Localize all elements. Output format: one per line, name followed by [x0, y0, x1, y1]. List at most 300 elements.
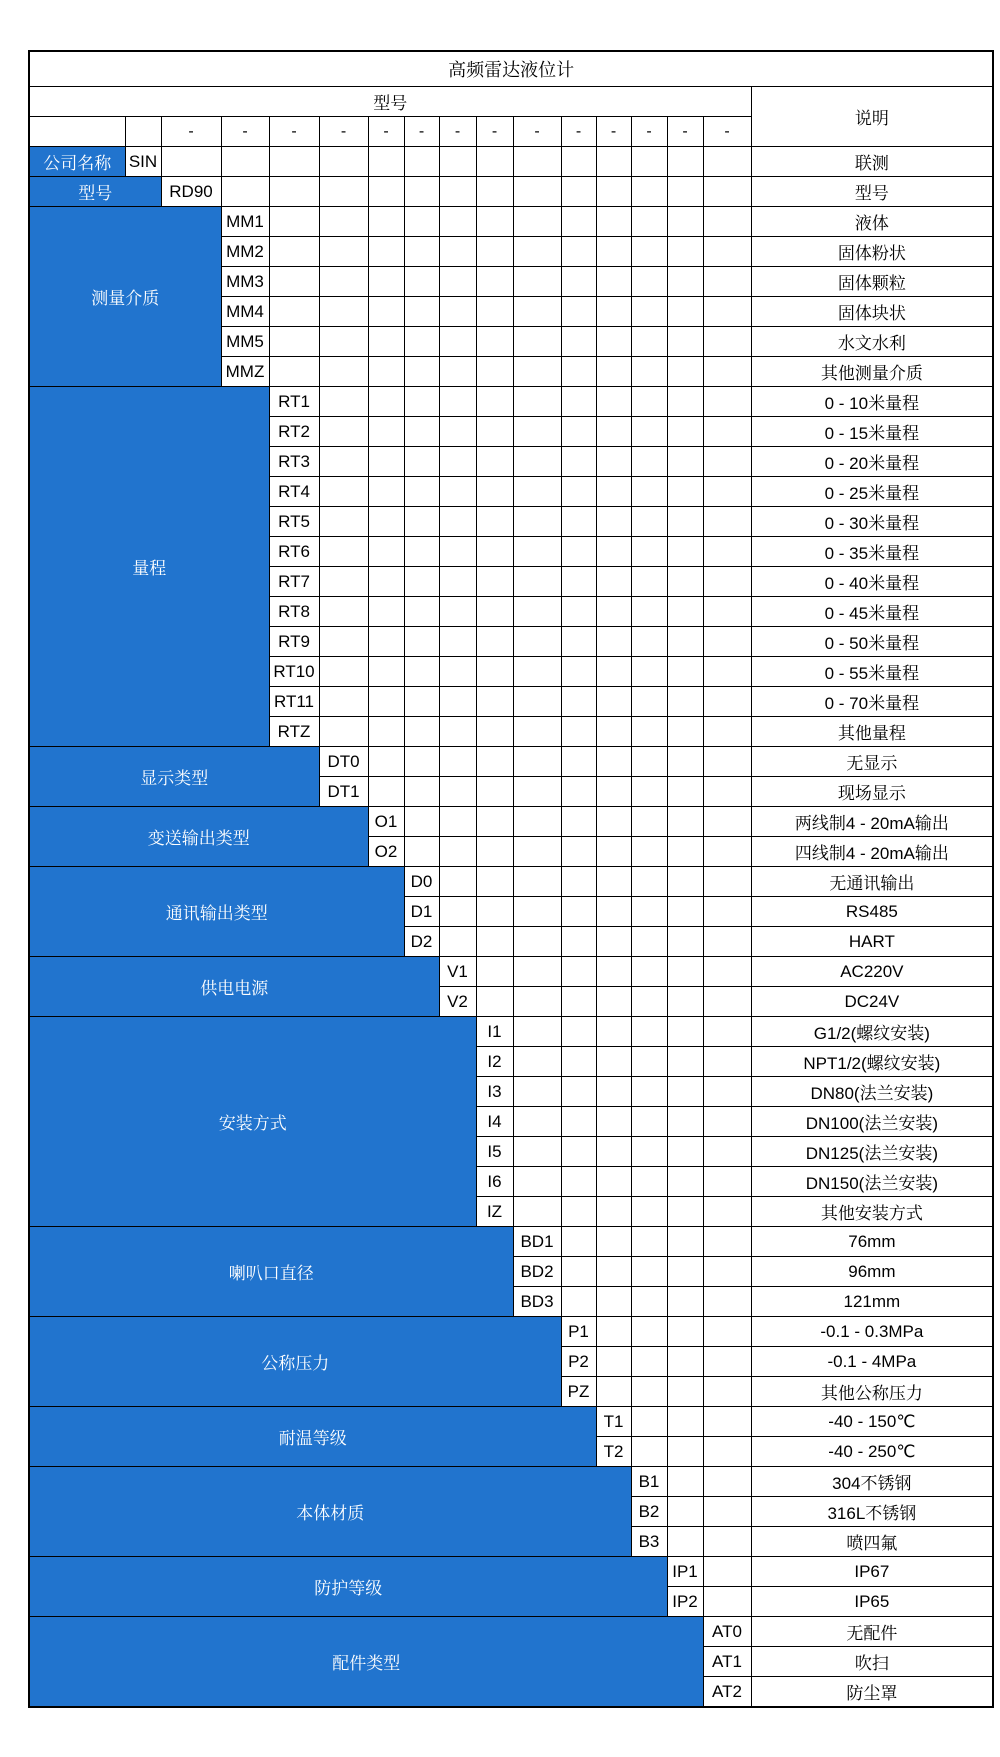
empty-cell — [125, 117, 161, 147]
desc-cell: 其他公称压力 — [751, 1377, 993, 1407]
code-cell: D2 — [404, 927, 439, 957]
empty-cell — [476, 507, 513, 537]
empty-cell — [667, 957, 703, 987]
empty-cell — [513, 327, 561, 357]
empty-cell — [703, 1077, 751, 1107]
empty-cell — [703, 1257, 751, 1287]
empty-cell — [368, 447, 404, 477]
empty-cell — [667, 1167, 703, 1197]
empty-cell — [667, 297, 703, 327]
table-row — [29, 177, 993, 207]
code-cell: RT10 — [269, 657, 319, 687]
empty-cell — [476, 867, 513, 897]
empty-cell — [667, 1017, 703, 1047]
empty-cell — [631, 1317, 667, 1347]
empty-cell — [513, 447, 561, 477]
empty-cell — [667, 1137, 703, 1167]
empty-cell — [404, 357, 439, 387]
empty-cell — [513, 957, 561, 987]
code-cell: RT7 — [269, 567, 319, 597]
empty-cell — [631, 927, 667, 957]
empty-cell — [319, 717, 368, 747]
desc-header: 说明 — [751, 87, 993, 147]
empty-cell — [667, 777, 703, 807]
desc-cell: 型号 — [751, 177, 993, 207]
empty-cell — [439, 237, 476, 267]
empty-cell — [439, 477, 476, 507]
empty-cell — [439, 567, 476, 597]
desc-cell: 液体 — [751, 207, 993, 237]
desc-cell: 其他安装方式 — [751, 1197, 993, 1227]
empty-cell — [404, 327, 439, 357]
empty-cell — [404, 537, 439, 567]
empty-cell — [596, 477, 631, 507]
code-cell: RT11 — [269, 687, 319, 717]
code-cell: AT1 — [703, 1647, 751, 1677]
empty-cell — [561, 1017, 596, 1047]
code-cell: O2 — [368, 837, 404, 867]
empty-cell — [703, 747, 751, 777]
empty-cell — [667, 357, 703, 387]
empty-cell — [703, 267, 751, 297]
empty-cell — [439, 537, 476, 567]
empty-cell — [319, 537, 368, 567]
empty-cell — [513, 627, 561, 657]
empty-cell — [667, 717, 703, 747]
empty-cell — [561, 657, 596, 687]
empty-cell — [631, 1077, 667, 1107]
empty-cell — [596, 417, 631, 447]
empty-cell — [561, 567, 596, 597]
dash-cell: - — [269, 117, 319, 147]
empty-cell — [561, 777, 596, 807]
code-cell: SIN — [125, 147, 161, 177]
category-cell: 本体材质 — [29, 1467, 631, 1557]
empty-cell — [631, 1137, 667, 1167]
empty-cell — [513, 207, 561, 237]
empty-cell — [513, 1017, 561, 1047]
empty-cell — [404, 447, 439, 477]
empty-cell — [561, 267, 596, 297]
empty-cell — [631, 1047, 667, 1077]
empty-cell — [596, 1047, 631, 1077]
empty-cell — [439, 297, 476, 327]
desc-cell: RS485 — [751, 897, 993, 927]
empty-cell — [368, 747, 404, 777]
empty-cell — [703, 1137, 751, 1167]
empty-cell — [513, 537, 561, 567]
empty-cell — [368, 297, 404, 327]
empty-cell — [513, 777, 561, 807]
empty-cell — [368, 597, 404, 627]
code-cell: O1 — [368, 807, 404, 837]
empty-cell — [476, 567, 513, 597]
empty-cell — [703, 717, 751, 747]
empty-cell — [476, 417, 513, 447]
empty-cell — [319, 237, 368, 267]
empty-cell — [476, 747, 513, 777]
empty-cell — [667, 897, 703, 927]
empty-cell — [703, 567, 751, 597]
desc-cell: 其他测量介质 — [751, 357, 993, 387]
empty-cell — [561, 1227, 596, 1257]
empty-cell — [561, 897, 596, 927]
code-cell: RT4 — [269, 477, 319, 507]
empty-cell — [631, 207, 667, 237]
empty-cell — [476, 327, 513, 357]
category-cell: 配件类型 — [29, 1617, 703, 1708]
code-cell: B3 — [631, 1527, 667, 1557]
desc-cell: 0 - 45米量程 — [751, 597, 993, 627]
code-cell: RT6 — [269, 537, 319, 567]
empty-cell — [631, 1167, 667, 1197]
desc-cell: IP65 — [751, 1587, 993, 1617]
empty-cell — [667, 177, 703, 207]
empty-cell — [319, 267, 368, 297]
empty-cell — [667, 1437, 703, 1467]
dash-cell: - — [319, 117, 368, 147]
desc-cell: 0 - 35米量程 — [751, 537, 993, 567]
empty-cell — [221, 147, 269, 177]
empty-cell — [561, 627, 596, 657]
empty-cell — [404, 477, 439, 507]
empty-cell — [631, 687, 667, 717]
empty-cell — [561, 747, 596, 777]
empty-cell — [703, 1587, 751, 1617]
empty-cell — [631, 537, 667, 567]
empty-cell — [476, 387, 513, 417]
empty-cell — [269, 297, 319, 327]
desc-cell: 316L不锈钢 — [751, 1497, 993, 1527]
table-row — [29, 1617, 993, 1647]
code-cell: IP1 — [667, 1557, 703, 1587]
desc-cell: 0 - 40米量程 — [751, 567, 993, 597]
desc-cell: 0 - 50米量程 — [751, 627, 993, 657]
empty-cell — [513, 387, 561, 417]
table-row — [29, 1017, 993, 1047]
dash-cell: - — [703, 117, 751, 147]
code-cell: V2 — [439, 987, 476, 1017]
category-cell: 测量介质 — [29, 207, 221, 387]
code-cell: DT0 — [319, 747, 368, 777]
empty-cell — [439, 147, 476, 177]
empty-cell — [631, 867, 667, 897]
empty-cell — [561, 987, 596, 1017]
empty-cell — [667, 387, 703, 417]
empty-cell — [561, 1137, 596, 1167]
empty-cell — [476, 777, 513, 807]
empty-cell — [596, 1107, 631, 1137]
desc-cell: 0 - 20米量程 — [751, 447, 993, 477]
empty-cell — [513, 837, 561, 867]
empty-cell — [667, 1527, 703, 1557]
empty-cell — [319, 297, 368, 327]
empty-cell — [667, 447, 703, 477]
empty-cell — [631, 267, 667, 297]
empty-cell — [439, 267, 476, 297]
code-cell: IZ — [476, 1197, 513, 1227]
table-row — [29, 1407, 993, 1437]
empty-cell — [319, 147, 368, 177]
desc-cell: 现场显示 — [751, 777, 993, 807]
empty-cell — [404, 597, 439, 627]
empty-cell — [404, 507, 439, 537]
empty-cell — [368, 717, 404, 747]
desc-cell: 其他量程 — [751, 717, 993, 747]
code-cell: I3 — [476, 1077, 513, 1107]
empty-cell — [513, 717, 561, 747]
table-row — [29, 957, 993, 987]
empty-cell — [513, 897, 561, 927]
code-cell: DT1 — [319, 777, 368, 807]
empty-cell — [667, 237, 703, 267]
empty-cell — [476, 897, 513, 927]
empty-cell — [439, 747, 476, 777]
empty-cell — [596, 177, 631, 207]
code-cell: BD3 — [513, 1287, 561, 1317]
empty-cell — [703, 447, 751, 477]
empty-cell — [631, 1347, 667, 1377]
empty-cell — [631, 1017, 667, 1047]
empty-cell — [631, 747, 667, 777]
desc-cell: 固体粉状 — [751, 237, 993, 267]
empty-cell — [631, 1197, 667, 1227]
empty-cell — [319, 357, 368, 387]
desc-cell: 0 - 15米量程 — [751, 417, 993, 447]
empty-cell — [269, 147, 319, 177]
empty-cell — [561, 597, 596, 627]
desc-cell: 76mm — [751, 1227, 993, 1257]
desc-cell: 96mm — [751, 1257, 993, 1287]
empty-cell — [476, 957, 513, 987]
empty-cell — [368, 147, 404, 177]
empty-cell — [703, 1197, 751, 1227]
empty-cell — [368, 627, 404, 657]
empty-cell — [319, 597, 368, 627]
desc-cell: 固体颗粒 — [751, 267, 993, 297]
empty-cell — [368, 267, 404, 297]
empty-cell — [667, 207, 703, 237]
empty-cell — [439, 597, 476, 627]
empty-cell — [703, 1017, 751, 1047]
empty-cell — [513, 1047, 561, 1077]
empty-cell — [703, 417, 751, 447]
code-cell: MM3 — [221, 267, 269, 297]
code-cell: I1 — [476, 1017, 513, 1047]
empty-cell — [631, 237, 667, 267]
empty-cell — [596, 357, 631, 387]
empty-cell — [439, 177, 476, 207]
code-cell: MM4 — [221, 297, 269, 327]
desc-cell: HART — [751, 927, 993, 957]
empty-cell — [404, 207, 439, 237]
empty-cell — [703, 867, 751, 897]
table-row — [29, 1467, 993, 1497]
empty-cell — [404, 387, 439, 417]
empty-cell — [631, 147, 667, 177]
empty-cell — [703, 957, 751, 987]
empty-cell — [596, 1167, 631, 1197]
empty-cell — [439, 897, 476, 927]
empty-cell — [476, 627, 513, 657]
desc-cell: DN150(法兰安装) — [751, 1167, 993, 1197]
empty-cell — [703, 1497, 751, 1527]
empty-cell — [513, 177, 561, 207]
empty-cell — [368, 777, 404, 807]
empty-cell — [439, 927, 476, 957]
code-cell: AT0 — [703, 1617, 751, 1647]
category-cell: 供电电源 — [29, 957, 439, 1017]
code-cell: B1 — [631, 1467, 667, 1497]
desc-cell: 0 - 55米量程 — [751, 657, 993, 687]
empty-cell — [319, 477, 368, 507]
category-cell: 通讯输出类型 — [29, 867, 404, 957]
empty-cell — [703, 207, 751, 237]
empty-cell — [596, 147, 631, 177]
empty-cell — [667, 1047, 703, 1077]
empty-cell — [404, 297, 439, 327]
category-cell: 量程 — [29, 387, 269, 747]
empty-cell — [703, 1377, 751, 1407]
empty-cell — [476, 477, 513, 507]
empty-cell — [703, 627, 751, 657]
empty-cell — [596, 537, 631, 567]
empty-cell — [561, 387, 596, 417]
empty-cell — [631, 777, 667, 807]
empty-cell — [631, 297, 667, 327]
code-cell: D1 — [404, 897, 439, 927]
dash-cell: - — [667, 117, 703, 147]
empty-cell — [667, 987, 703, 1017]
empty-cell — [439, 357, 476, 387]
empty-cell — [561, 687, 596, 717]
empty-cell — [596, 1287, 631, 1317]
empty-cell — [404, 657, 439, 687]
empty-cell — [631, 1257, 667, 1287]
model-table-body — [29, 51, 993, 1707]
empty-cell — [703, 387, 751, 417]
table-row — [29, 867, 993, 897]
empty-cell — [439, 387, 476, 417]
empty-cell — [476, 717, 513, 747]
desc-cell: NPT1/2(螺纹安装) — [751, 1047, 993, 1077]
empty-cell — [596, 1377, 631, 1407]
desc-cell: -40 - 250℃ — [751, 1437, 993, 1467]
empty-cell — [667, 867, 703, 897]
empty-cell — [319, 507, 368, 537]
empty-cell — [631, 1287, 667, 1317]
empty-cell — [476, 807, 513, 837]
empty-cell — [703, 1437, 751, 1467]
empty-cell — [404, 567, 439, 597]
empty-cell — [667, 1197, 703, 1227]
dash-cell: - — [631, 117, 667, 147]
empty-cell — [667, 1257, 703, 1287]
empty-cell — [561, 357, 596, 387]
empty-cell — [476, 207, 513, 237]
model-table — [28, 50, 994, 1708]
category-cell: 耐温等级 — [29, 1407, 596, 1467]
desc-cell: -40 - 150℃ — [751, 1407, 993, 1437]
empty-cell — [561, 327, 596, 357]
empty-cell — [404, 807, 439, 837]
empty-cell — [368, 687, 404, 717]
code-cell: IP2 — [667, 1587, 703, 1617]
empty-cell — [439, 777, 476, 807]
empty-cell — [631, 387, 667, 417]
category-cell: 变送输出类型 — [29, 807, 368, 867]
empty-cell — [439, 837, 476, 867]
empty-cell — [561, 447, 596, 477]
empty-cell — [631, 987, 667, 1017]
dash-cell: - — [404, 117, 439, 147]
empty-cell — [476, 267, 513, 297]
empty-cell — [319, 687, 368, 717]
empty-cell — [561, 957, 596, 987]
empty-cell — [561, 1257, 596, 1287]
empty-cell — [703, 1557, 751, 1587]
empty-cell — [513, 1137, 561, 1167]
code-cell: D0 — [404, 867, 439, 897]
empty-cell — [319, 387, 368, 417]
empty-cell — [513, 507, 561, 537]
empty-cell — [703, 147, 751, 177]
empty-cell — [667, 687, 703, 717]
code-cell: MM5 — [221, 327, 269, 357]
empty-cell — [596, 837, 631, 867]
dash-cell: - — [561, 117, 596, 147]
empty-cell — [596, 807, 631, 837]
empty-cell — [667, 1497, 703, 1527]
desc-cell: 0 - 25米量程 — [751, 477, 993, 507]
table-row — [29, 207, 993, 237]
empty-cell — [513, 147, 561, 177]
empty-cell — [319, 627, 368, 657]
empty-cell — [513, 357, 561, 387]
desc-cell: 0 - 70米量程 — [751, 687, 993, 717]
empty-cell — [631, 807, 667, 837]
empty-cell — [667, 477, 703, 507]
empty-cell — [476, 297, 513, 327]
code-cell: RTZ — [269, 717, 319, 747]
empty-cell — [476, 357, 513, 387]
code-cell: I4 — [476, 1107, 513, 1137]
empty-cell — [561, 417, 596, 447]
table-row — [29, 1227, 993, 1257]
empty-cell — [269, 177, 319, 207]
empty-cell — [368, 327, 404, 357]
empty-cell — [513, 987, 561, 1017]
empty-cell — [29, 117, 125, 147]
empty-cell — [439, 807, 476, 837]
empty-cell — [476, 447, 513, 477]
empty-cell — [439, 507, 476, 537]
empty-cell — [631, 1227, 667, 1257]
empty-cell — [513, 657, 561, 687]
empty-cell — [404, 237, 439, 267]
empty-cell — [703, 1347, 751, 1377]
empty-cell — [667, 747, 703, 777]
empty-cell — [439, 717, 476, 747]
empty-cell — [319, 417, 368, 447]
dash-cell: - — [161, 117, 221, 147]
empty-cell — [513, 267, 561, 297]
table-row — [29, 1317, 993, 1347]
empty-cell — [667, 927, 703, 957]
desc-cell: G1/2(螺纹安装) — [751, 1017, 993, 1047]
empty-cell — [703, 897, 751, 927]
empty-cell — [476, 597, 513, 627]
